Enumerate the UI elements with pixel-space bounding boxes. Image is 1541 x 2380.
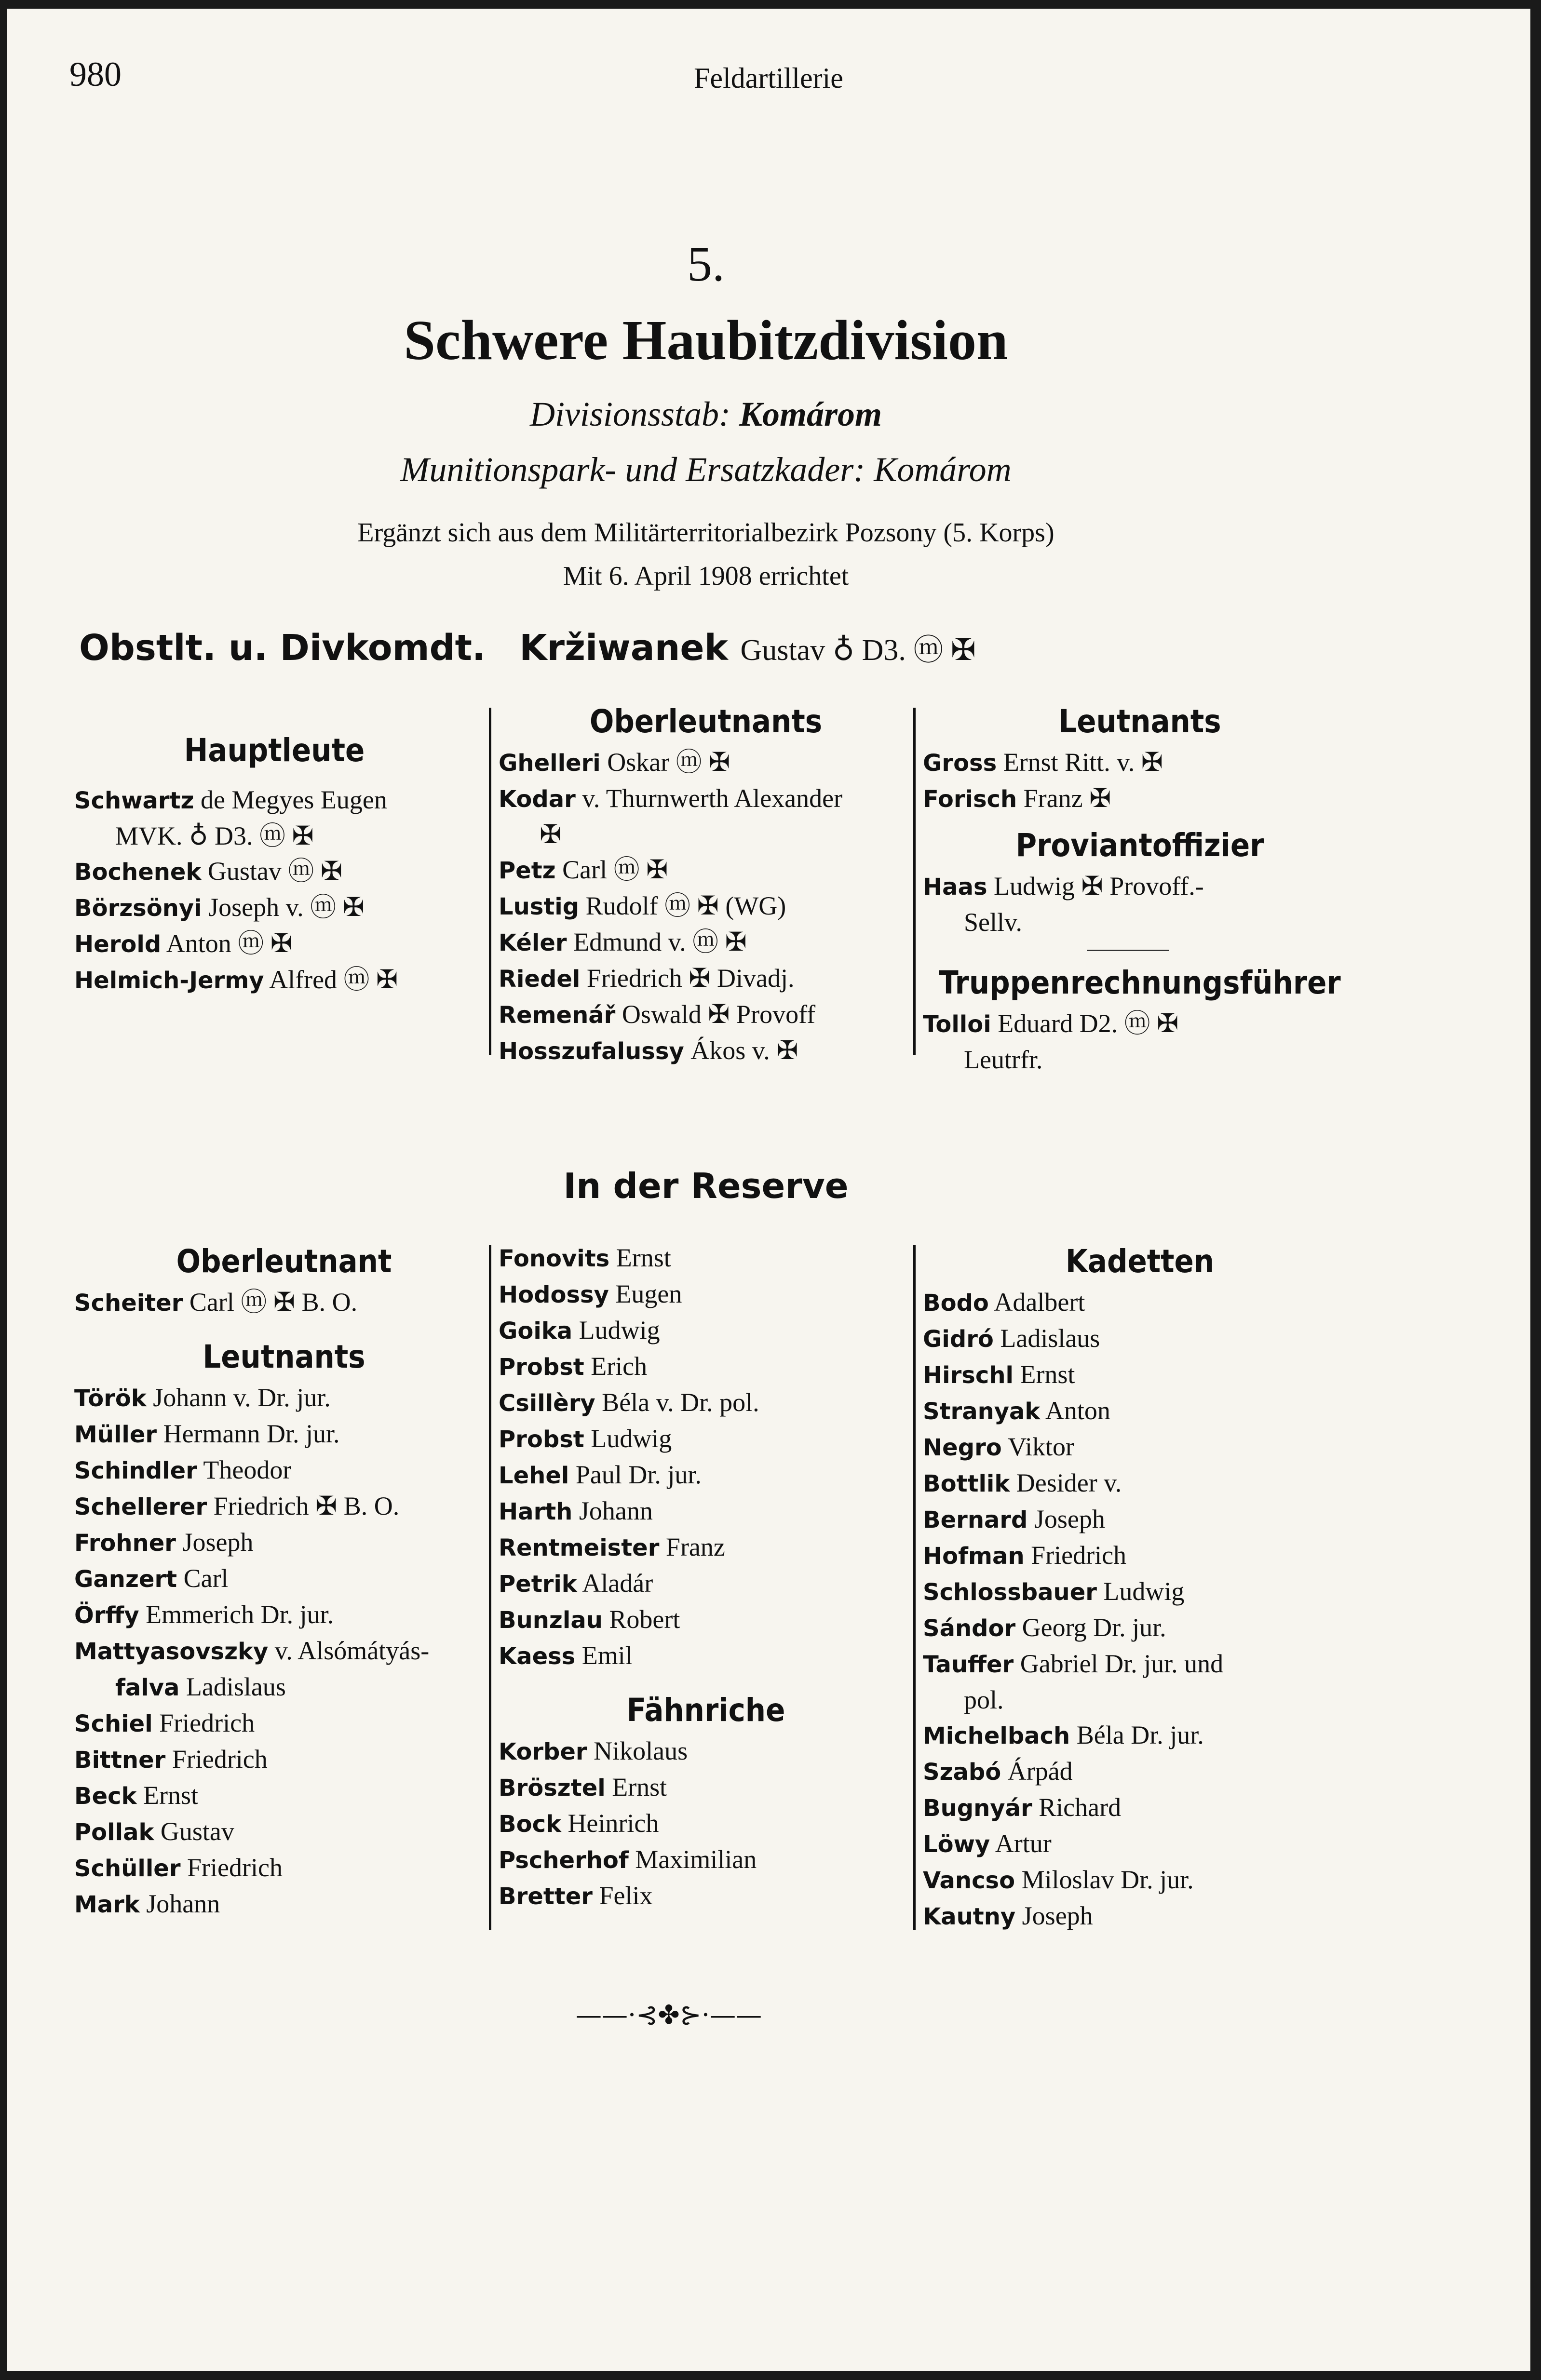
entry-surname: Örffy <box>74 1602 139 1629</box>
entry-surname: Bunzlau <box>499 1607 603 1634</box>
munitionspark-line <box>7 450 1405 490</box>
entry-surname: falva <box>115 1674 180 1701</box>
entry-surname: Probst <box>499 1354 584 1381</box>
leutnants-list <box>923 745 1357 817</box>
entry-details: Adalbert <box>988 1288 1085 1317</box>
column-divider <box>489 708 491 1055</box>
munition-label: Munitionspark- und Ersatzkader: <box>400 450 865 489</box>
name-entry <box>499 1240 913 1277</box>
entry-surname: Herold <box>74 931 162 958</box>
entry-details: Friedrich <box>180 1853 283 1882</box>
entry-details: Paul Dr. jur. <box>569 1460 702 1489</box>
kadetten-list <box>923 1285 1357 1935</box>
entry-details: Eugen <box>608 1279 682 1308</box>
entry-surname: Müller <box>74 1421 157 1448</box>
name-entry <box>923 1006 1357 1042</box>
kadetten-column <box>923 1243 1357 1935</box>
entry-surname: Fonovits <box>499 1245 610 1272</box>
entry-details: Friedrich ✠ B. O. <box>207 1492 400 1520</box>
entry-surname: Gross <box>923 750 997 777</box>
name-entry <box>74 1380 494 1416</box>
name-entry <box>74 1285 494 1321</box>
name-entry <box>74 1416 494 1452</box>
reserve-middle-list <box>499 1240 913 1674</box>
name-entry <box>923 1538 1357 1574</box>
entry-surname: Negro <box>923 1434 1002 1461</box>
divider-rule <box>1087 950 1169 951</box>
name-entry <box>923 1826 1357 1862</box>
entry-details: Ernst <box>609 1243 671 1272</box>
entry-surname: Probst <box>499 1426 584 1453</box>
hauptleute-list <box>74 782 474 998</box>
leutnants-heading: Leutnants <box>1058 703 1221 740</box>
entry-details: Felix <box>592 1881 653 1910</box>
entry-surname: Lehel <box>499 1462 569 1489</box>
entry-surname: Bretter <box>499 1883 593 1910</box>
entry-surname: Goika <box>499 1318 573 1345</box>
name-entry <box>923 1898 1357 1935</box>
proviantoffizier-list <box>923 869 1357 940</box>
hauptleute-heading: Hauptleute <box>184 732 365 769</box>
entry-details: v. Alsómátyás- <box>268 1636 430 1665</box>
entry-surname: Tolloi <box>923 1011 991 1038</box>
entry-details: Sellv. <box>964 908 1022 937</box>
entry-surname: Pollak <box>74 1819 154 1846</box>
entry-surname: Beck <box>74 1783 137 1810</box>
reserve-leutnants-heading: Leutnants <box>203 1338 365 1375</box>
entry-surname: Lustig <box>499 893 580 920</box>
entry-surname: Rentmeister <box>499 1534 660 1561</box>
entry-details: Ludwig <box>1096 1577 1185 1606</box>
divisionsstab-line <box>7 394 1405 434</box>
name-entry <box>923 1285 1357 1321</box>
name-entry <box>74 1561 494 1597</box>
name-entry <box>923 1502 1357 1538</box>
entry-surname: Riedel <box>499 966 581 993</box>
name-entry <box>923 1718 1357 1754</box>
entry-details: Emmerich Dr. jur. <box>139 1600 334 1629</box>
entry-surname: Haas <box>923 874 987 901</box>
name-entry <box>499 1349 913 1385</box>
entry-details: Erich <box>584 1352 648 1381</box>
name-entry <box>74 819 474 854</box>
entry-surname: Börzsönyi <box>74 895 202 922</box>
entry-details: v. Thurnwerth Alexander <box>575 784 843 813</box>
entry-details: Alfred ⓜ ✠ <box>264 965 398 994</box>
entry-details: Ladislaus <box>993 1324 1100 1353</box>
entry-surname: Ghelleri <box>499 750 601 777</box>
entry-surname: Bock <box>499 1811 561 1838</box>
entry-details: Joseph <box>1027 1505 1105 1533</box>
name-entry <box>74 962 474 998</box>
entry-surname: Szabó <box>923 1759 1001 1786</box>
entry-surname: Tauffer <box>923 1651 1014 1678</box>
entry-surname: Schlossbauer <box>923 1579 1097 1606</box>
entry-details: Hermann Dr. jur. <box>157 1419 340 1448</box>
commander-rank: Obstlt. u. Divkomdt. <box>79 627 486 669</box>
name-entry <box>74 1706 494 1742</box>
stab-label: Divisionsstab: <box>529 395 730 433</box>
name-entry <box>499 1566 913 1602</box>
entry-surname: Forisch <box>923 786 1017 813</box>
entry-surname: Bittner <box>74 1747 166 1774</box>
entry-details: Béla Dr. jur. <box>1070 1721 1204 1749</box>
entry-details: Rudolf ⓜ ✠ (WG) <box>579 891 786 920</box>
name-entry <box>923 869 1357 905</box>
name-entry <box>74 1778 494 1814</box>
name-entry <box>499 817 913 852</box>
entry-details: Franz <box>659 1533 725 1561</box>
entry-details: ✠ <box>540 820 562 849</box>
entry-details: Miloslav Dr. jur. <box>1015 1865 1194 1894</box>
entry-surname: Frohner <box>74 1530 176 1557</box>
name-entry <box>499 1457 913 1493</box>
name-entry <box>499 852 913 888</box>
name-entry <box>499 1493 913 1530</box>
entry-surname: Bottlik <box>923 1470 1010 1497</box>
reserve-middle-column <box>499 1240 913 1914</box>
entry-surname: Brösztel <box>499 1775 606 1802</box>
name-entry <box>923 1466 1357 1502</box>
oberleutnants-column <box>499 703 913 1069</box>
entry-details: Georg Dr. jur. <box>1015 1613 1166 1642</box>
entry-surname: Bodo <box>923 1290 989 1317</box>
proviantoffizier-heading: Proviantoffizier <box>1015 827 1264 864</box>
entry-details: Ákos v. ✠ <box>684 1036 798 1065</box>
entry-surname: Löwy <box>923 1831 990 1858</box>
name-entry <box>923 1862 1357 1898</box>
entry-details: Ludwig ✠ Provoff.- <box>987 872 1204 901</box>
name-entry <box>499 1421 913 1457</box>
name-entry <box>923 1646 1357 1682</box>
entry-details: Oswald ✠ Provoff <box>615 1000 816 1029</box>
entry-details: Viktor <box>1001 1432 1075 1461</box>
oberleutnants-list <box>499 745 913 1069</box>
column-divider <box>489 1245 491 1930</box>
name-entry <box>74 1489 494 1525</box>
name-entry <box>923 781 1357 817</box>
reserve-leutnants-list <box>74 1380 494 1923</box>
name-entry <box>923 1357 1357 1393</box>
name-entry <box>74 1669 494 1706</box>
name-entry <box>499 997 913 1033</box>
commander-lastname: Kržiwanek <box>519 627 728 669</box>
name-entry <box>923 1682 1357 1718</box>
entry-details: Anton <box>1040 1396 1110 1425</box>
column-divider <box>913 1245 916 1930</box>
commander-rest: Gustav ♁ D3. ⓜ ✠ <box>740 634 976 667</box>
name-entry <box>74 1597 494 1633</box>
ornament-divider: ——·⊰✤⊱·—— <box>576 2000 762 2030</box>
name-entry <box>499 781 913 817</box>
page-number: 980 <box>69 55 122 94</box>
entry-details: Friedrich <box>152 1708 255 1737</box>
commander-line <box>79 626 976 669</box>
name-entry <box>923 1321 1357 1357</box>
entry-surname: Bernard <box>923 1506 1028 1533</box>
entry-details: Gustav <box>154 1817 234 1846</box>
reserve-heading: In der Reserve <box>563 1166 849 1206</box>
entry-details: Johann <box>139 1889 220 1918</box>
name-entry <box>499 961 913 997</box>
name-entry <box>923 1574 1357 1610</box>
entry-surname: Ganzert <box>74 1566 177 1593</box>
name-entry <box>499 1313 913 1349</box>
name-entry <box>74 1525 494 1561</box>
entry-surname: Korber <box>499 1738 587 1765</box>
entry-details: Gabriel Dr. jur. und <box>1014 1649 1224 1678</box>
entry-details: Theodor <box>197 1455 292 1484</box>
entry-details: Oskar ⓜ ✠ <box>600 748 730 777</box>
faehnriche-heading: Fähnriche <box>626 1692 785 1729</box>
entry-details: Leutrfr. <box>964 1045 1043 1074</box>
name-entry <box>923 1393 1357 1429</box>
entry-details: Friedrich <box>1024 1541 1127 1570</box>
entry-details: Edmund v. ⓜ ✠ <box>567 928 747 956</box>
column-divider <box>913 708 916 1055</box>
entry-details: Joseph v. ⓜ ✠ <box>202 893 365 922</box>
name-entry <box>74 890 474 926</box>
entry-surname: Petz <box>499 857 556 884</box>
leutnants-column <box>923 703 1357 1077</box>
entry-details: Maximilian <box>628 1845 757 1874</box>
name-entry <box>499 1530 913 1566</box>
entry-surname: Sándor <box>923 1615 1016 1642</box>
entry-details: Joseph <box>176 1528 254 1557</box>
entry-surname: Török <box>74 1385 147 1412</box>
entry-surname: Hodossy <box>499 1281 609 1308</box>
entry-details: Ernst <box>1013 1360 1075 1389</box>
name-entry <box>499 1770 913 1806</box>
munition-place: Komárom <box>874 450 1012 489</box>
entry-details: Gustav ⓜ ✠ <box>201 857 343 886</box>
name-entry <box>499 1734 913 1770</box>
entry-surname: Kodar <box>499 786 576 813</box>
name-entry <box>499 1602 913 1638</box>
entry-details: de Megyes Eugen <box>194 785 387 814</box>
entry-details: Béla v. Dr. pol. <box>595 1388 759 1417</box>
name-entry <box>499 1638 913 1674</box>
entry-details: Desider v. <box>1010 1468 1122 1497</box>
entry-details: Richard <box>1032 1793 1122 1822</box>
hauptleute-column <box>74 732 474 998</box>
name-entry <box>74 1452 494 1489</box>
entry-surname: Gidró <box>923 1326 994 1353</box>
entry-surname: Stranyak <box>923 1398 1041 1425</box>
entry-surname: Scheiter <box>74 1290 183 1317</box>
entry-details: Eduard D2. ⓜ ✠ <box>991 1009 1179 1038</box>
division-number: 5. <box>687 236 725 292</box>
faehnriche-list <box>499 1734 913 1914</box>
name-entry <box>923 1790 1357 1826</box>
entry-details: Johann <box>572 1496 653 1525</box>
entry-details: Anton ⓜ ✠ <box>161 929 292 958</box>
name-entry <box>499 1033 913 1069</box>
name-entry <box>923 1429 1357 1466</box>
entry-surname: Kautny <box>923 1903 1016 1930</box>
entry-details: Ernst <box>136 1781 199 1810</box>
entry-details: Heinrich <box>561 1809 659 1838</box>
name-entry <box>499 1842 913 1878</box>
entry-surname: Harth <box>499 1498 573 1525</box>
name-entry <box>74 1742 494 1778</box>
entry-details: Árpád <box>1001 1757 1073 1786</box>
entry-surname: Bugnyár <box>923 1795 1032 1822</box>
entry-details: pol. <box>964 1685 1004 1714</box>
entry-details: Emil <box>575 1641 633 1670</box>
page-title: Schwere Haubitzdivision <box>404 309 1008 372</box>
kadetten-heading: Kadetten <box>1065 1243 1215 1280</box>
errichtet-line: Mit 6. April 1908 errichtet <box>563 561 849 591</box>
entry-surname: Helmich-Jermy <box>74 967 264 994</box>
running-head: Feldartillerie <box>694 62 843 94</box>
name-entry <box>499 1277 913 1313</box>
entry-surname: Vancso <box>923 1867 1015 1894</box>
entry-surname: Kaess <box>499 1643 576 1670</box>
name-entry <box>499 745 913 781</box>
page <box>7 9 1530 2371</box>
reserve-left-column <box>74 1243 494 1923</box>
entry-surname: Schindler <box>74 1457 197 1484</box>
entry-surname: Kéler <box>499 929 567 956</box>
name-entry <box>74 1633 494 1669</box>
entry-surname: Mark <box>74 1891 140 1918</box>
entry-surname: Bochenek <box>74 859 202 886</box>
name-entry <box>499 1385 913 1421</box>
entry-surname: Schwartz <box>74 787 194 814</box>
name-entry <box>923 1042 1357 1077</box>
entry-details: Carl ⓜ ✠ <box>555 855 668 884</box>
entry-details: Carl ⓜ ✠ B. O. <box>183 1288 358 1317</box>
entry-details: Ladislaus <box>179 1672 286 1701</box>
entry-details: Ernst <box>605 1773 667 1802</box>
name-entry <box>74 1814 494 1850</box>
name-entry <box>923 1754 1357 1790</box>
name-entry <box>74 926 474 962</box>
entry-details: Ludwig <box>572 1316 660 1345</box>
entry-surname: Schiel <box>74 1710 153 1737</box>
entry-surname: Hirschl <box>923 1362 1014 1389</box>
entry-details: Carl <box>177 1564 229 1593</box>
entry-details: Friedrich <box>165 1745 268 1774</box>
truppenrechnungsfuehrer-heading: Truppenrechnungsführer <box>939 964 1341 1001</box>
oberleutnants-heading: Oberleutnants <box>589 703 823 740</box>
entry-surname: Petrik <box>499 1571 577 1598</box>
name-entry <box>74 854 474 890</box>
entry-details: Robert <box>602 1605 680 1634</box>
entry-details: Friedrich ✠ Divadj. <box>580 964 795 993</box>
entry-details: MVK. ♁ D3. ⓜ ✠ <box>115 821 314 850</box>
entry-details: Joseph <box>1015 1901 1093 1930</box>
entry-surname: Schellerer <box>74 1493 207 1520</box>
entry-details: Artur <box>990 1829 1052 1858</box>
name-entry <box>923 905 1357 940</box>
entry-surname: Hosszufalussy <box>499 1038 684 1065</box>
entry-surname: Mattyasovszky <box>74 1638 269 1665</box>
name-entry <box>499 925 913 961</box>
name-entry <box>499 888 913 925</box>
entry-details: Aladár <box>577 1569 653 1598</box>
name-entry <box>923 745 1357 781</box>
stab-place: Komárom <box>739 395 882 433</box>
ergaenzt-line: Ergänzt sich aus dem Militärterritorialbezirk Pozsony (5. Korps) <box>357 518 1054 548</box>
entry-surname: Schüller <box>74 1855 181 1882</box>
name-entry <box>499 1878 913 1914</box>
reserve-oberleutnant-list <box>74 1285 494 1321</box>
entry-surname: Pscherhof <box>499 1847 629 1874</box>
name-entry <box>74 1886 494 1923</box>
truppenrechnungsfuehrer-list <box>923 1006 1357 1077</box>
entry-surname: Csillèry <box>499 1390 595 1417</box>
name-entry <box>499 1806 913 1842</box>
entry-surname: Hofman <box>923 1543 1025 1570</box>
entry-surname: Michelbach <box>923 1722 1070 1749</box>
entry-details: Franz ✠ <box>1017 784 1111 813</box>
entry-surname: Remenář <box>499 1002 616 1029</box>
name-entry <box>74 782 474 819</box>
name-entry <box>74 1850 494 1886</box>
entry-details: Ludwig <box>584 1424 672 1453</box>
entry-details: Johann v. Dr. jur. <box>146 1383 331 1412</box>
name-entry <box>923 1610 1357 1646</box>
reserve-oberleutnant-heading: Oberleutnant <box>176 1243 392 1280</box>
entry-details: Ernst Ritt. v. ✠ <box>997 748 1163 777</box>
entry-details: Nikolaus <box>587 1736 688 1765</box>
